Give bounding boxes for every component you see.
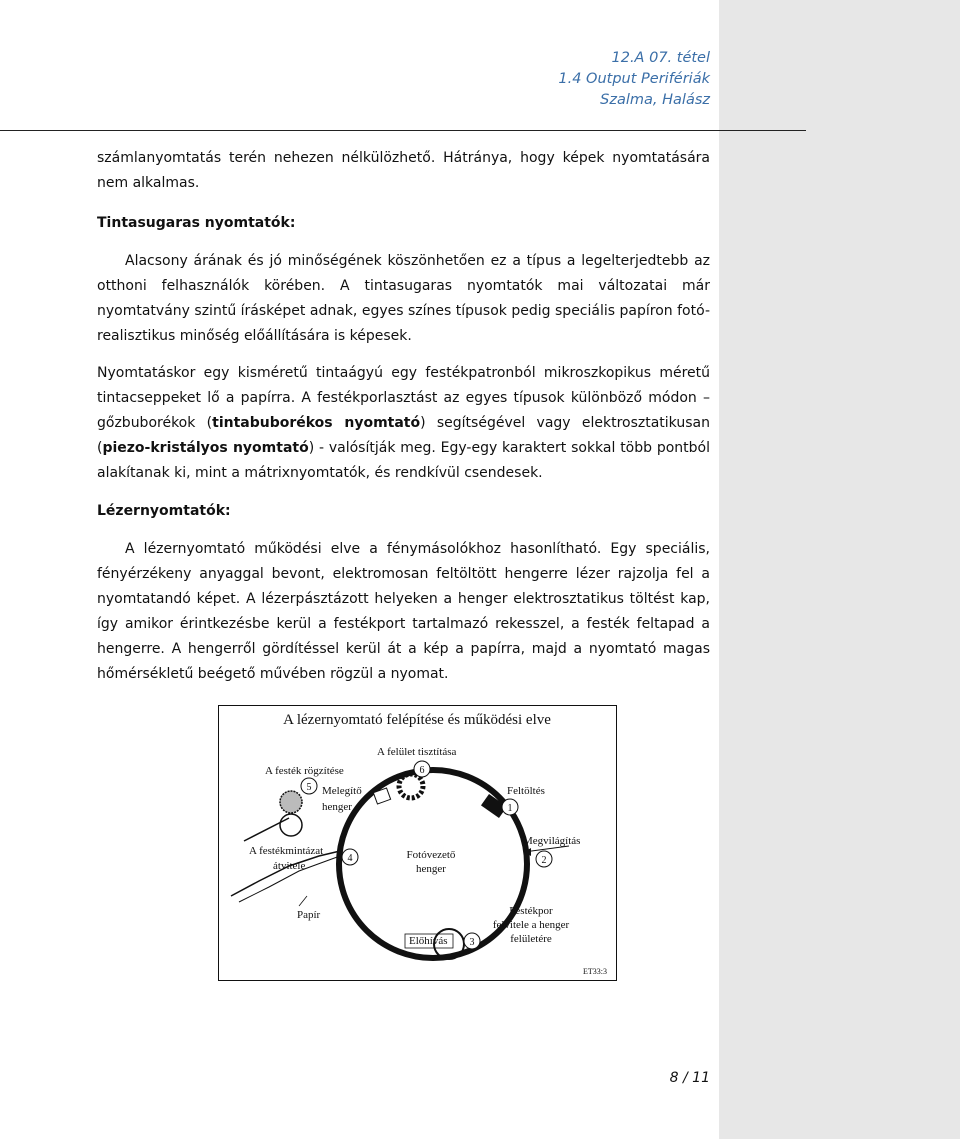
- page-number: 8 / 11: [669, 1070, 710, 1086]
- diagram-title: A lézernyomtató felépítése és működési elve: [283, 712, 551, 728]
- label-paper: Papír: [297, 909, 321, 921]
- label-toner-3: felületére: [510, 933, 552, 945]
- paragraph-continuation: [97, 146, 710, 196]
- step-3-number: 3: [469, 937, 475, 948]
- step-6-number: 6: [419, 765, 425, 776]
- label-charging: Feltöltés: [507, 785, 545, 797]
- p2-text-c: ) segítségével vagy elektrosztatikusan (: [97, 415, 710, 456]
- step-1-number: 1: [507, 803, 513, 814]
- label-developing: Előhívás: [409, 935, 448, 947]
- label-transfer-2: átvitele: [273, 860, 306, 872]
- label-cleaning: A felület tisztítása: [377, 746, 457, 758]
- paragraph-laser: [97, 537, 710, 687]
- header-line-3: Szalma, Halász: [600, 92, 710, 108]
- p2-bold-inkjet-bubble: tintabuborékos nyomtató: [212, 415, 421, 431]
- p2-bold-piezo: piezo-kristályos nyomtató: [102, 440, 309, 456]
- label-heater-2: henger: [322, 801, 352, 813]
- p2-text-e: ) - valósítják meg. Egy-egy karaktert sokkal több pontból alakítanak ki, mint a mátrixnyomtatók, és rendkívül csendesek.: [97, 440, 710, 481]
- paragraph-0: számlanyomtatás terén nehezen nélkülözhető. Hátránya, hogy képek nyomtatására nem alkalmas.: [97, 150, 710, 191]
- label-toner-2: felvitele a henger: [492, 919, 570, 931]
- step-5-number: 5: [306, 782, 312, 793]
- paragraph-inkjet-detail: [97, 361, 710, 486]
- drum-label-2: henger: [416, 863, 446, 875]
- p2-text-a: Nyomtatáskor egy kisméretű tintaágyú egy festékpatronból mikroszkopikus méretű tintacseppeket lő a papírra. A festékporlasztást az egyes típusok különböző módon – gőzbuborékok (: [97, 365, 710, 431]
- header-divider: [0, 130, 806, 131]
- paragraph-2: [97, 361, 710, 486]
- page-header: [558, 48, 710, 111]
- label-heater-1: Melegítő: [322, 785, 362, 797]
- step-4-number: 4: [347, 853, 353, 864]
- figure-code: ET33:3: [583, 967, 607, 976]
- cleaning-brush: [399, 774, 423, 798]
- fuser-bottom-roller: [280, 814, 302, 836]
- right-margin-panel: [719, 0, 960, 1139]
- paragraph-3: A lézernyomtató működési elve a fénymásolókhoz hasonlítható. Egy speciális, fényérzékeny anyaggal bevont, elektromosan feltöltött hengerre lézer rajzolja fel a nyomtatandó képet. A lézerpásztázott helyeken a henger elektrosztatikus töltést kap, így amikor érintkezésbe kerül a festékport tartalmazó rekesszel, a festék feltapad a hengerre. A hengerről gördítéssel kerül át a kép a papírra, majd a nyomtató magas hőmérsékletű beégető művében rögzül a nyomat.: [97, 541, 710, 682]
- label-toner-1: Festékpor: [509, 905, 553, 917]
- label-fixing: A festék rögzítése: [265, 765, 344, 777]
- heading-laser: Lézernyomtatók:: [97, 503, 231, 519]
- drum-label-1: Fotóvezető: [406, 849, 456, 861]
- paragraph-inkjet-intro: [97, 249, 710, 349]
- paper-path: [231, 851, 340, 896]
- heading-inkjet: Tintasugaras nyomtatók:: [97, 215, 296, 231]
- label-lighting: Megvilágítás: [523, 835, 581, 847]
- header-line-1: 12.A 07. tétel: [611, 50, 710, 66]
- paragraph-1: Alacsony árának és jó minőségének köszönhetően ez a típus a legelterjedtebb az otthoni felhasználók körében. A tintasugaras nyomtatók mai változatai már nyomtatvány szintű írásképet adnak, egyes színes típusok pedig speciális papíron fotó-realisztikus minőség előállítására is képesek.: [97, 253, 710, 344]
- laser-printer-diagram: [218, 705, 617, 981]
- header-line-2: 1.4 Output Perifériák: [558, 71, 710, 87]
- label-transfer-1: A festékmintázat: [249, 845, 324, 857]
- step-2-number: 2: [541, 855, 547, 866]
- fuser-top-roller: [280, 791, 302, 813]
